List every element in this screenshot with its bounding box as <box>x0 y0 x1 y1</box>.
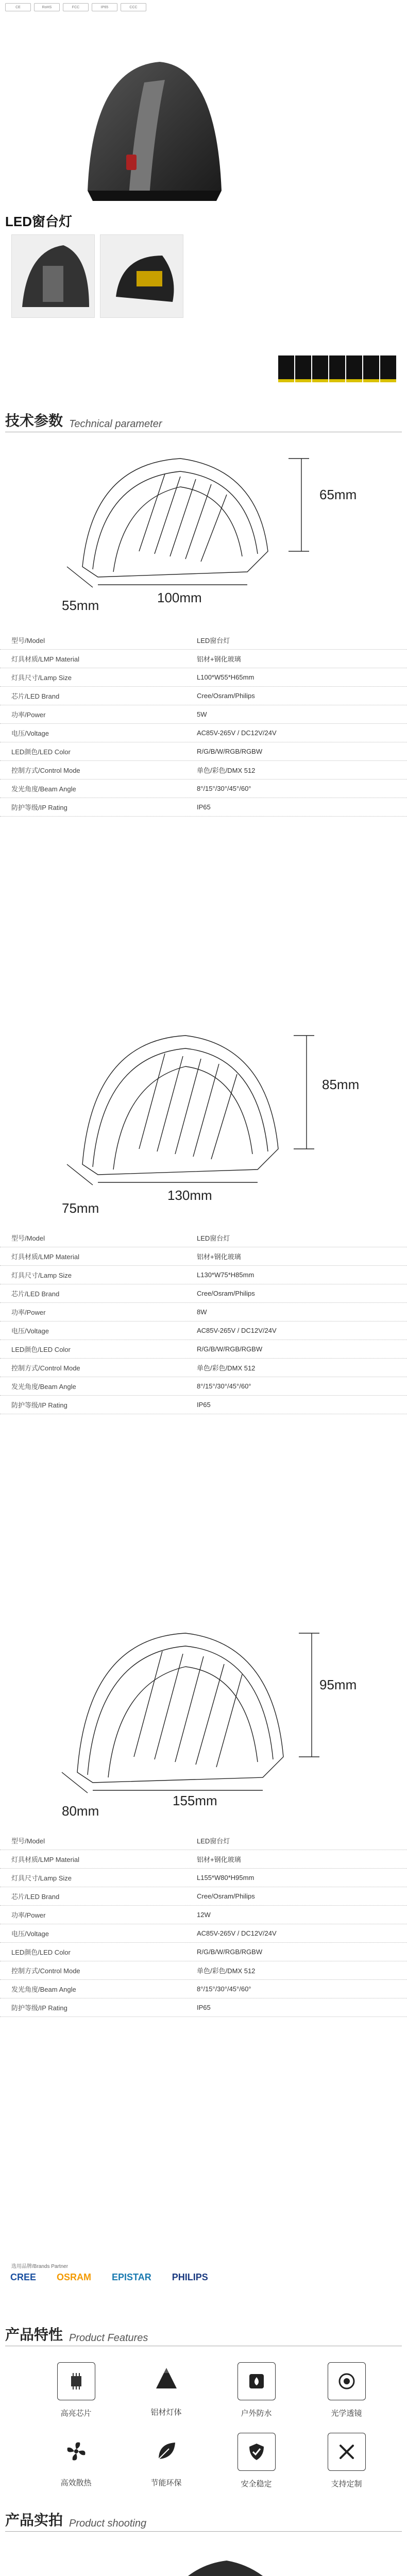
spec-table <box>0 631 407 817</box>
section-title-zh: 产品实拍 <box>5 2512 63 2528</box>
spec-key: 功率/Power <box>11 1309 46 1316</box>
spec-key: 灯具尺寸/Lamp Size <box>11 674 72 682</box>
spec-key: 控制方式/Control Mode <box>11 1967 80 1975</box>
spec-row <box>0 761 407 779</box>
spec-row <box>0 1340 407 1359</box>
spec-row <box>0 705 407 724</box>
spec-key: 型号/Model <box>11 1837 45 1845</box>
dimension-height: 95mm <box>319 1677 357 1692</box>
spec-key: 控制方式/Control Mode <box>11 1364 80 1372</box>
spec-value: R/G/B/W/RGB/RGBW <box>197 748 263 755</box>
spec-row <box>0 779 407 798</box>
spec-key: 功率/Power <box>11 711 46 719</box>
brand-logo: PHILIPS <box>172 2272 208 2282</box>
spec-key: 功率/Power <box>11 1911 46 1919</box>
spec-key: 电压/Voltage <box>11 1327 49 1335</box>
cert-badge: RoHS <box>34 3 60 11</box>
waterproof-icon <box>238 2362 276 2400</box>
spec-row <box>0 1359 407 1377</box>
spec-value: 单色/彩色/DMX 512 <box>197 767 256 774</box>
spec-table <box>0 1229 407 1414</box>
spec-key: 芯片/LED Brand <box>11 1893 60 1901</box>
section-title-zh: 技术参数 <box>5 413 63 429</box>
color-swatch <box>380 355 396 382</box>
hero-product-image <box>72 52 227 206</box>
spec-row <box>0 631 407 650</box>
page-title: LED窗台灯 <box>5 214 73 229</box>
spec-row <box>0 1303 407 1321</box>
spec-value: Cree/Osram/Philips <box>197 1892 255 1900</box>
thumbnail-image[interactable] <box>11 234 95 318</box>
spec-value: L100*W55*H65mm <box>197 673 255 681</box>
lens-icon <box>328 2362 366 2400</box>
spec-row <box>0 1961 407 1980</box>
spec-key: 芯片/LED Brand <box>11 692 60 700</box>
feature-item <box>31 2433 121 2489</box>
color-swatch <box>346 355 362 382</box>
spec-key: 型号/Model <box>11 1234 45 1242</box>
spec-value: LED窗台灯 <box>197 637 230 645</box>
feature-label: 光学透镜 <box>331 2409 362 2418</box>
spec-value: L130*W75*H85mm <box>197 1271 255 1279</box>
shield-icon <box>238 2433 276 2471</box>
section-title-en: Technical parameter <box>69 418 162 430</box>
spec-value: 铝材+钢化玻璃 <box>197 655 241 663</box>
dimension-depth: 55mm <box>62 598 99 613</box>
spec-key: 电压/Voltage <box>11 730 49 737</box>
spec-row <box>0 798 407 817</box>
leaf-icon <box>148 2433 185 2470</box>
spec-row <box>0 1266 407 1284</box>
spec-row <box>0 1377 407 1396</box>
spec-row <box>0 1906 407 1924</box>
spec-row <box>0 1998 407 2017</box>
feature-item <box>301 2362 392 2418</box>
dimension-width: 155mm <box>173 1793 217 1808</box>
spec-value: Cree/Osram/Philips <box>197 1290 255 1297</box>
spec-value: Cree/Osram/Philips <box>197 692 255 700</box>
spec-table <box>0 1832 407 2017</box>
spec-key: 灯具材质/LMP Material <box>11 1856 79 1863</box>
dimension-depth: 80mm <box>62 1803 99 1819</box>
section-title-zh: 产品特性 <box>5 2327 63 2343</box>
spec-value: 8W <box>197 1308 207 1316</box>
spec-key: LED颜色/LED Color <box>11 748 71 756</box>
feature-label: 支持定制 <box>331 2480 362 2488</box>
spec-value: AC85V-265V / DC12V/24V <box>197 729 277 737</box>
spec-value: 单色/彩色/DMX 512 <box>197 1967 256 1975</box>
dimension-drawing <box>62 448 350 603</box>
spec-value: 8°/15°/30°/45°/60° <box>197 1985 251 1993</box>
feature-item <box>121 2362 211 2418</box>
brand-logo: EPISTAR <box>112 2272 151 2282</box>
cert-badge: CE <box>5 3 31 11</box>
spec-row <box>0 1321 407 1340</box>
section-title-en: Product shooting <box>69 2518 147 2529</box>
color-swatch <box>363 355 379 382</box>
feature-label: 安全稳定 <box>241 2480 272 2488</box>
spec-value: 铝材+钢化玻璃 <box>197 1253 241 1261</box>
color-swatch <box>312 355 328 382</box>
dimension-height: 65mm <box>319 487 357 502</box>
dimension-width: 100mm <box>157 590 202 605</box>
spec-key: 灯具尺寸/Lamp Size <box>11 1874 72 1882</box>
spec-key: 防护等级/IP Rating <box>11 2004 67 2012</box>
spec-key: 电压/Voltage <box>11 1930 49 1938</box>
spec-value: AC85V-265V / DC12V/24V <box>197 1929 277 1937</box>
spec-key: 发光角度/Beam Angle <box>11 1383 76 1391</box>
spec-row <box>0 1943 407 1961</box>
spec-value: 12W <box>197 1911 211 1919</box>
spec-value: IP65 <box>197 2004 211 2011</box>
spec-key: 灯具材质/LMP Material <box>11 1253 79 1261</box>
color-swatch <box>278 355 294 382</box>
spec-row <box>0 1924 407 1943</box>
spec-key: 防护等级/IP Rating <box>11 1401 67 1409</box>
feature-item <box>31 2362 121 2418</box>
spec-row <box>0 742 407 761</box>
spec-value: 8°/15°/30°/45°/60° <box>197 785 251 792</box>
spec-row <box>0 1284 407 1303</box>
spec-row <box>0 650 407 668</box>
divider <box>5 2531 402 2532</box>
cert-badge: IP65 <box>92 3 117 11</box>
feature-label: 高效散热 <box>60 2479 92 2487</box>
spec-value: LED窗台灯 <box>197 1837 230 1845</box>
dimension-depth: 75mm <box>62 1200 99 1216</box>
spec-key: 灯具材质/LMP Material <box>11 655 79 663</box>
spec-row <box>0 1247 407 1266</box>
spec-row <box>0 1869 407 1887</box>
dimension-drawing <box>62 1025 350 1200</box>
feature-label: 高亮芯片 <box>60 2409 92 2418</box>
spec-key: 芯片/LED Brand <box>11 1290 60 1298</box>
features-section-header <box>5 2324 148 2344</box>
color-swatch <box>295 355 311 382</box>
color-swatch <box>329 355 345 382</box>
spec-key: 发光角度/Beam Angle <box>11 785 76 793</box>
feature-label: 户外防水 <box>241 2409 272 2418</box>
dimension-width: 130mm <box>167 1188 212 1203</box>
thumbnail-gallery <box>11 234 183 318</box>
brands-title: 选用品牌/Brands Partner <box>11 2264 69 2269</box>
spec-row <box>0 668 407 687</box>
dimension-drawing <box>57 1623 355 1808</box>
cert-badge: FCC <box>63 3 89 11</box>
color-swatch-row <box>278 355 396 382</box>
spec-key: 控制方式/Control Mode <box>11 767 80 774</box>
dimension-height: 85mm <box>322 1077 360 1092</box>
spec-value: IP65 <box>197 1401 211 1409</box>
thumbnail-image[interactable] <box>100 234 183 318</box>
feature-item <box>121 2433 211 2489</box>
spec-value: 8°/15°/30°/45°/60° <box>197 1382 251 1390</box>
brand-logo: OSRAM <box>57 2272 92 2282</box>
spec-key: 发光角度/Beam Angle <box>11 1986 76 1993</box>
spec-value: 单色/彩色/DMX 512 <box>197 1364 256 1372</box>
spec-row <box>0 1980 407 1998</box>
brand-logo: CREE <box>10 2272 37 2282</box>
tools-icon <box>328 2433 366 2471</box>
spec-value: LED窗台灯 <box>197 1234 230 1242</box>
spec-key: 灯具尺寸/Lamp Size <box>11 1272 72 1279</box>
shooting-section-header <box>5 2509 146 2530</box>
section-title-en: Product Features <box>69 2332 148 2344</box>
spec-key: LED颜色/LED Color <box>11 1948 71 1956</box>
spec-row <box>0 687 407 705</box>
chip-icon <box>57 2362 95 2400</box>
spec-key: 防护等级/IP Rating <box>11 804 67 811</box>
spec-row <box>0 1832 407 1850</box>
feature-item <box>211 2433 301 2489</box>
spec-row <box>0 1850 407 1869</box>
feature-item <box>301 2433 392 2489</box>
feature-label: 铝材灯体 <box>150 2408 182 2417</box>
tech-section-header <box>5 410 162 430</box>
aluminum-icon <box>148 2362 185 2399</box>
feature-grid <box>31 2362 392 2489</box>
spec-row <box>0 1396 407 1414</box>
spec-row <box>0 1229 407 1247</box>
product-photo <box>0 2540 407 2576</box>
spec-value: IP65 <box>197 803 211 811</box>
spec-row <box>0 1887 407 1906</box>
spec-key: LED颜色/LED Color <box>11 1346 71 1353</box>
feature-label: 节能环保 <box>150 2479 182 2487</box>
fan-icon <box>58 2433 95 2470</box>
cert-badge: CCC <box>121 3 146 11</box>
spec-key: 型号/Model <box>11 637 45 645</box>
brand-logos <box>10 2272 208 2283</box>
spec-value: R/G/B/W/RGB/RGBW <box>197 1948 263 1956</box>
spec-value: L155*W80*H95mm <box>197 1874 255 1882</box>
certification-row <box>5 3 146 11</box>
spec-value: 铝材+钢化玻璃 <box>197 1856 241 1863</box>
spec-value: R/G/B/W/RGB/RGBW <box>197 1345 263 1353</box>
spec-value: AC85V-265V / DC12V/24V <box>197 1327 277 1334</box>
spec-row <box>0 724 407 742</box>
feature-item <box>211 2362 301 2418</box>
spec-value: 5W <box>197 710 207 718</box>
